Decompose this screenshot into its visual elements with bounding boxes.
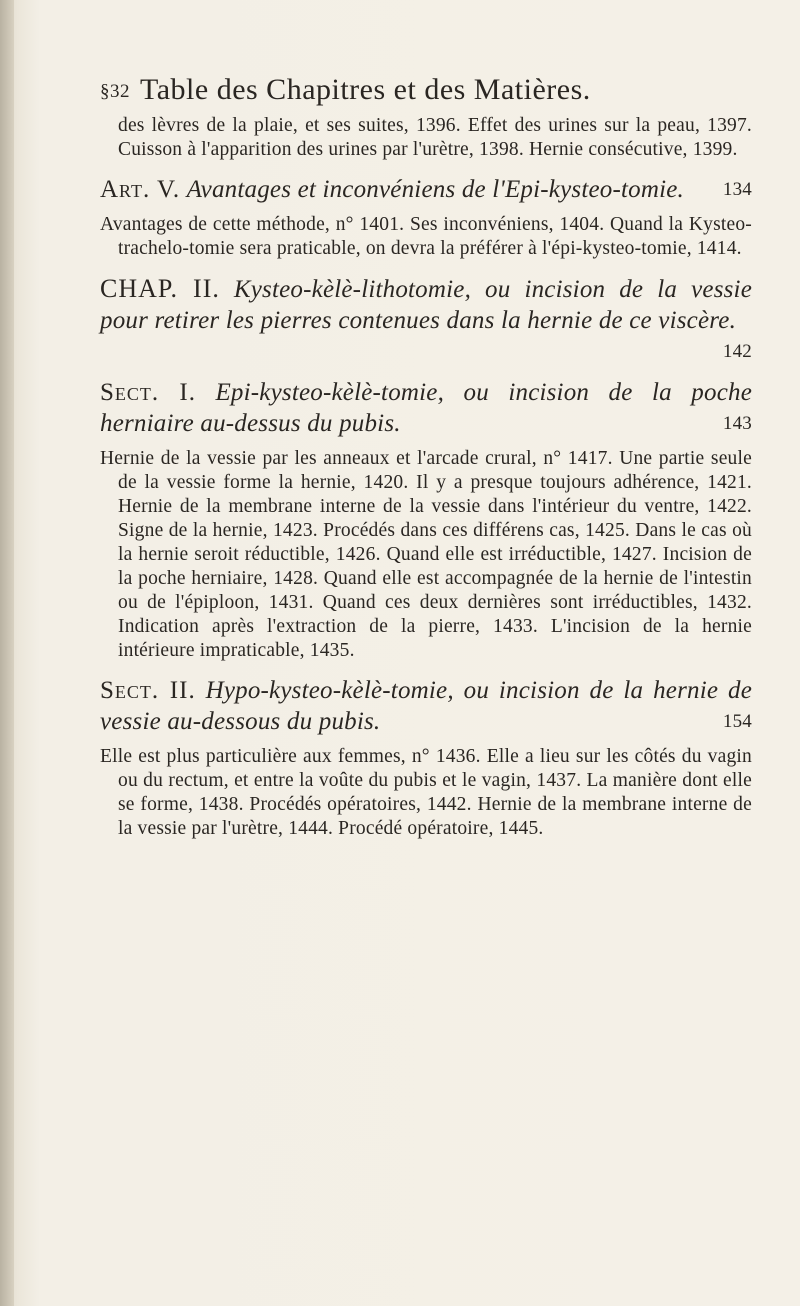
running-head: [100, 72, 752, 110]
index-paragraph: Hernie de la vessie par les anneaux et l'arcade crural, n° 1417. Une partie seule de la vessie forme la hernie, 1420. Il y a presque toujours adhérence, 1421. Hernie de la membrane interne de la vessie dans l'intérieur du ventre, 1422. Signe de la hernie, 1423. Procédés dans ces différens cas, 1425. Dans le cas où la hernie seroit réductible, 1426. Quand elle est irréductible, 1427. Incision de la poche herniaire, 1428. Quand elle est accompagnée de la hernie de l'intestin ou de l'épiploon, 1431. Quand ces deux dernières sont irréductibles, 1432. Indication après l'extraction de la pierre, 1433. L'incision de la hernie intérieure impraticable, 1435.: [100, 448, 752, 661]
page-number: §32: [100, 81, 130, 102]
section-title: Avantages et inconvéniens de l'Epi-kysteo-tomie.: [186, 176, 684, 203]
section-heading: [100, 377, 752, 439]
section-label: Art. V.: [100, 176, 181, 203]
section-heading: [100, 675, 752, 737]
section-heading: [100, 174, 752, 205]
index-paragraph: des lèvres de la plaie, et ses suites, 1396. Effet des urines sur la peau, 1397. Cuisson à l'apparition des urines par l'urètre, 1398. Hernie consécutive, 1399.: [118, 115, 752, 160]
chapter-heading: [100, 273, 752, 367]
section-label: Sect. II.: [100, 677, 196, 704]
page-content: [100, 72, 752, 853]
index-paragraph: Elle est plus particulière aux femmes, n° 1436. Elle a lieu sur les côtés du vagin ou du rectum, et entre la voûte du pubis et le vagin, 1437. La manière dont elle se forme, 1438. Procédés opératoires, 1442. Hernie de la membrane interne de la vessie par l'urètre, 1444. Procédé opératoire, 1445.: [100, 746, 752, 839]
section-page-number: 134: [722, 179, 752, 200]
chapter-page-number: 142: [722, 341, 752, 362]
section-label: Sect. I.: [100, 379, 196, 406]
section-title: Epi-kysteo-kèlè-tomie, ou incision de la poche herniaire au-dessus du pubis.: [100, 379, 753, 437]
index-paragraph: Avantages de cette méthode, n° 1401. Ses inconvéniens, 1404. Quand la Kysteo-trachelo-tomie sera praticable, on devra la préférer à l'épi-kysteo-tomie, 1414.: [100, 214, 752, 259]
section-page-number: 154: [722, 711, 752, 732]
section-page-number: 143: [722, 413, 752, 434]
section-title: Hypo-kysteo-kèlè-tomie, ou incision de la hernie de vessie au-dessous du pubis.: [100, 677, 752, 735]
chapter-title: Kysteo-kèlè-lithotomie, ou incision de la vessie pour retirer les pierres contenues dans la hernie de ce viscère.: [100, 276, 752, 334]
binding-gutter: [0, 0, 14, 1306]
running-head-title: Table des Chapitres et des Matières.: [140, 73, 591, 106]
chapter-label: CHAP. II.: [100, 274, 220, 303]
